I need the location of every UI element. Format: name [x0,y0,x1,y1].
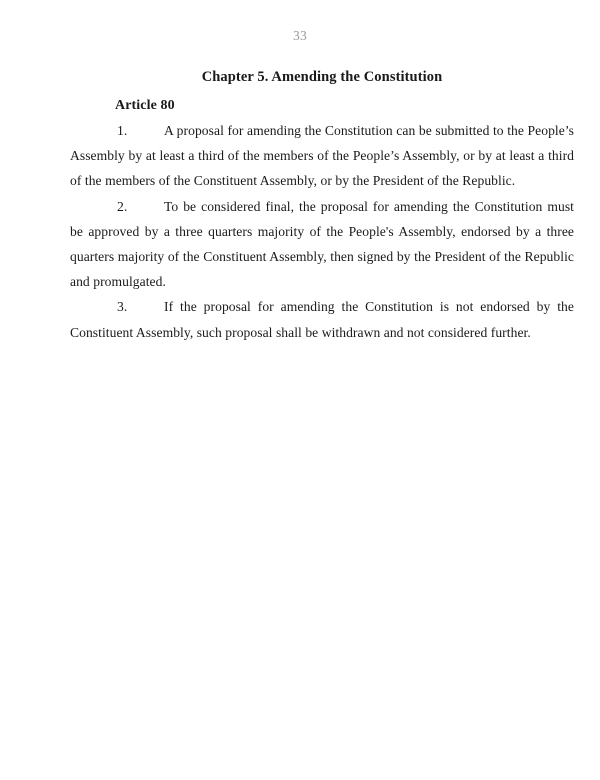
numbered-paragraph [70,194,574,295]
paragraph-number: 2. [117,198,128,214]
numbered-paragraph [70,118,574,194]
page-number: 33 [292,28,308,43]
numbered-paragraph [70,294,574,344]
paragraph-text: To be considered final, the proposal for amending the Constitution must be approved by a three quarters majority of the People's Assembly, endorsed by a three quarters majority of the Constituent Assembly, then signed by the President of the Republic and promulgated. [70,198,574,290]
chapter-heading: Chapter 5. Amending the Constitution [201,69,443,85]
paragraph-number: 3. [117,299,128,315]
paragraph-number: 1. [117,123,128,138]
paragraph-text: If the proposal for amending the Constitution is not endorsed by the Constituent Assembly, such proposal shall be withdrawn and not considered further. [70,299,574,340]
text-column [70,66,574,345]
paragraph-text: A proposal for amending the Constitution can be submitted to the People’s Assembly by at least a third of the members of the People’s Assembly, or by at least a third of the members of the Constituent Assembly, or by the President of the Republic. [70,123,574,189]
article-heading: Article 80 [115,98,175,113]
